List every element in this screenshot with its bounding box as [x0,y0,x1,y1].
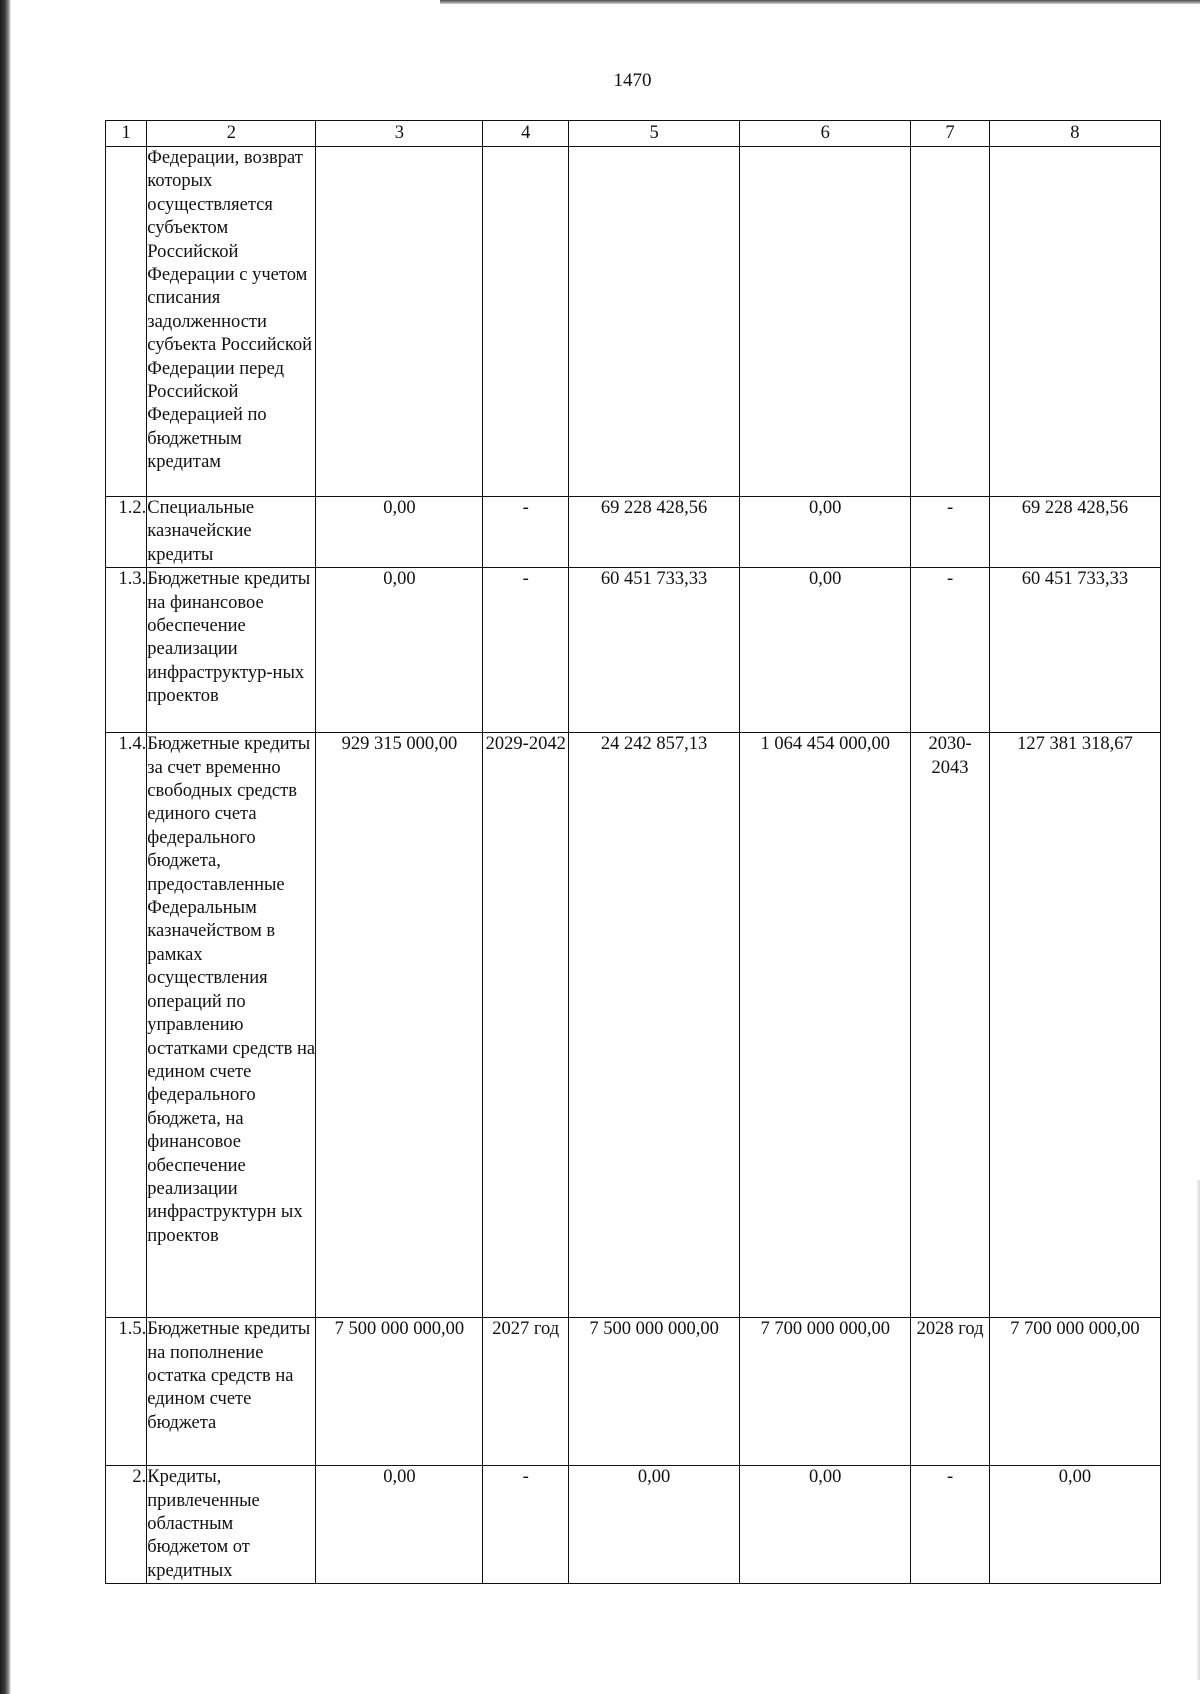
value-cell-8: 69 228 428,56 [989,497,1160,568]
value-cell-4: - [483,1466,569,1584]
value-cell-6: 1 064 454 000,00 [740,733,911,1318]
row-name: Кредиты, привлеченные областным бюджетом от кредитных [147,1466,316,1584]
table-row [106,568,1161,733]
value-cell-5: 7 500 000 000,00 [569,1318,740,1466]
value-cell-6: 0,00 [740,1466,911,1584]
value-cell-8: 7 700 000 000,00 [989,1318,1160,1466]
value-cell-3: 929 315 000,00 [316,733,483,1318]
row-name: Бюджетные кредиты за счет временно свободных средств единого счета федерального бюджета, предоставленные Федеральным казначейством в рамках осуществления операций по управлению остатками средств на едином счете федерального бюджета, на финансовое обеспечение реализации инфраструктурн ых проектов [147,733,316,1318]
value-cell-3: 0,00 [316,1466,483,1584]
header-cell: 4 [483,121,569,147]
value-cell-6: 0,00 [740,497,911,568]
table-row [106,733,1161,1318]
value-cell-8: 0,00 [989,1466,1160,1584]
value-cell-7: - [911,1466,990,1584]
table-row [106,1466,1161,1584]
header-cell: 5 [569,121,740,147]
value-cell-4: 2029-2042 [483,733,569,1318]
budget-table [105,120,1161,1584]
header-cell: 7 [911,121,990,147]
value-cell-6: 7 700 000 000,00 [740,1318,911,1466]
table-row [106,497,1161,568]
value-cell-3 [316,147,483,497]
row-number: 1.3. [106,568,147,733]
scan-top-edge [440,0,1200,4]
value-cell-4: - [483,497,569,568]
value-cell-7: - [911,568,990,733]
header-cell: 2 [147,121,316,147]
table-row [106,147,1161,497]
row-name: Федерации, возврат которых осуществляется субъектом Российской Федерации с учетом списания задолженности субъекта Российской Федерации перед Российской Федерацией по бюджетным кредитам [147,147,316,497]
row-number: 2. [106,1466,147,1584]
value-cell-4: 2027 год [483,1318,569,1466]
value-cell-5 [569,147,740,497]
value-cell-5: 0,00 [569,1466,740,1584]
value-cell-7: 2028 год [911,1318,990,1466]
header-cell: 1 [106,121,147,147]
header-cell: 8 [989,121,1160,147]
value-cell-8 [989,147,1160,497]
row-number [106,147,147,497]
value-cell-3: 0,00 [316,568,483,733]
value-cell-3: 0,00 [316,497,483,568]
value-cell-8: 127 381 318,67 [989,733,1160,1318]
header-row [106,121,1161,147]
header-cell: 3 [316,121,483,147]
page-number: 1470 [613,70,652,91]
value-cell-4: - [483,568,569,733]
value-cell-7: - [911,497,990,568]
value-cell-8: 60 451 733,33 [989,568,1160,733]
row-number: 1.2. [106,497,147,568]
value-cell-5: 69 228 428,56 [569,497,740,568]
value-cell-6 [740,147,911,497]
row-number: 1.4. [106,733,147,1318]
value-cell-7 [911,147,990,497]
row-name: Бюджетные кредиты на пополнение остатка средств на едином счете бюджета [147,1318,316,1466]
value-cell-5: 24 242 857,13 [569,733,740,1318]
scan-left-edge [0,0,11,1694]
table-row [106,1318,1161,1466]
value-cell-6: 0,00 [740,568,911,733]
row-name: Бюджетные кредиты на финансовое обеспечение реализации инфраструктур-ных проектов [147,568,316,733]
row-number: 1.5. [106,1318,147,1466]
scan-right-edge [1196,1180,1200,1680]
value-cell-4 [483,147,569,497]
row-name: Специальные казначейские кредиты [147,497,316,568]
value-cell-3: 7 500 000 000,00 [316,1318,483,1466]
value-cell-7: 2030-2043 [911,733,990,1318]
header-cell: 6 [740,121,911,147]
value-cell-5: 60 451 733,33 [569,568,740,733]
